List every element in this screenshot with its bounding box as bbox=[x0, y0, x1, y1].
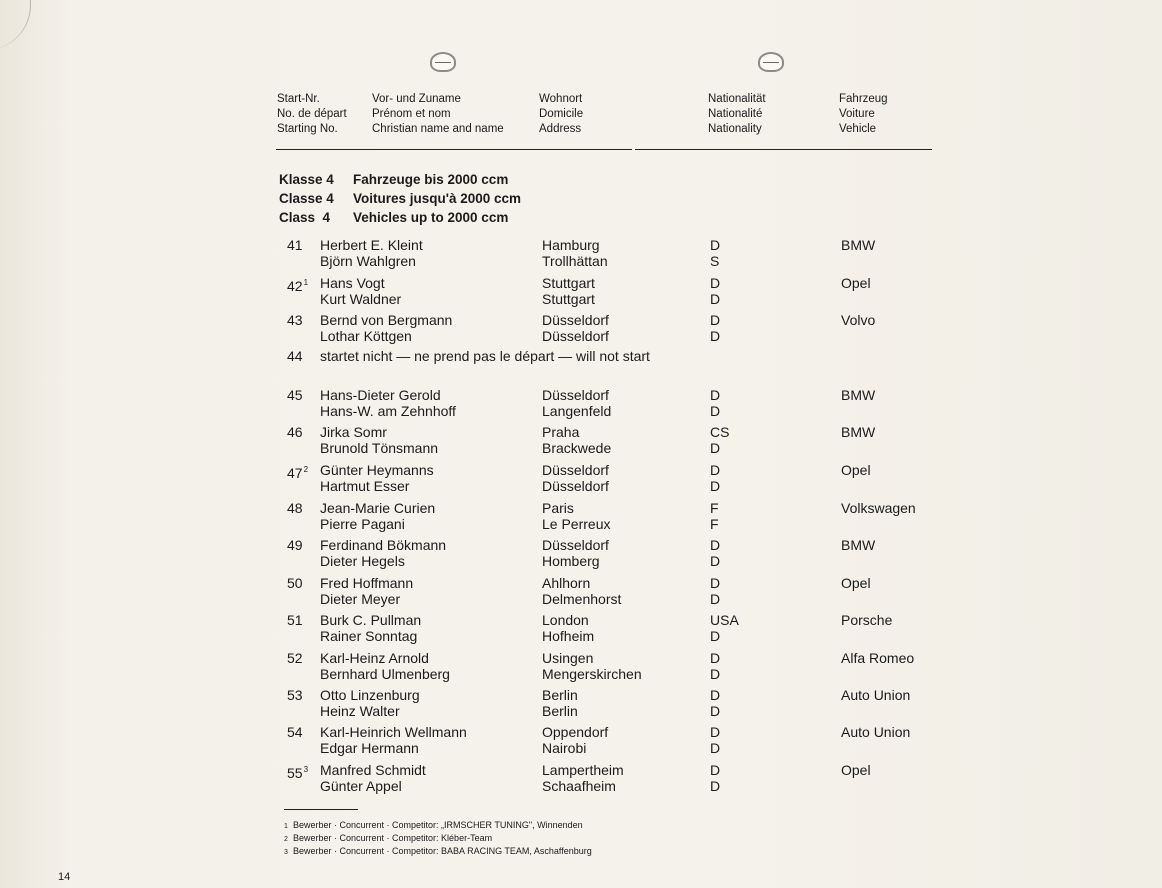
co-driver-nationality: D bbox=[710, 291, 721, 307]
entry-number-text: 55 bbox=[287, 765, 303, 781]
co-driver-name: Brunold Tönsmann bbox=[320, 440, 439, 456]
header-line: Voiture bbox=[839, 108, 875, 120]
co-driver-name: Lothar Köttgen bbox=[320, 328, 412, 344]
footnote-mark: 1 bbox=[284, 823, 288, 830]
driver-name: Bernd von Bergmann bbox=[320, 312, 453, 328]
co-driver-name: Heinz Walter bbox=[320, 703, 400, 719]
header-line: Vehicle bbox=[839, 123, 877, 135]
entry-number-text: 42 bbox=[287, 278, 303, 294]
header-line: Address bbox=[539, 123, 582, 135]
class-heading-german bbox=[279, 171, 508, 189]
driver-name: Manfred Schmidt bbox=[320, 762, 426, 778]
header-address bbox=[539, 92, 583, 137]
entry-number bbox=[287, 312, 303, 328]
vehicle-make: Opel bbox=[841, 275, 871, 291]
co-driver-nationality: D bbox=[710, 478, 721, 494]
driver-city: Hamburg bbox=[542, 237, 600, 253]
entry-number bbox=[287, 424, 303, 440]
co-driver-name: Hartmut Esser bbox=[320, 478, 410, 494]
entry-number bbox=[287, 687, 303, 703]
driver-city: Düsseldorf bbox=[542, 387, 609, 403]
entry-number-text: 45 bbox=[287, 387, 303, 403]
entry-number-text: 52 bbox=[287, 650, 303, 666]
co-driver-name: Dieter Hegels bbox=[320, 553, 405, 569]
driver-city: Paris bbox=[542, 500, 574, 516]
co-driver-nationality: D bbox=[710, 328, 721, 344]
vehicle-make: Volkswagen bbox=[841, 500, 916, 516]
header-line: Starting No. bbox=[277, 123, 338, 135]
co-driver-nationality: D bbox=[710, 740, 721, 756]
driver-name: Burk C. Pullman bbox=[320, 612, 422, 628]
driver-name: Ferdinand Bökmann bbox=[320, 537, 447, 553]
entry-number-text: 54 bbox=[287, 724, 303, 740]
footnote-text: Bewerber · Concurrent · Competitor: Kléber-Team bbox=[293, 833, 493, 843]
driver-name: Jean-Marie Curien bbox=[320, 500, 436, 516]
entry-number-text: 53 bbox=[287, 687, 303, 703]
page-corner-curve bbox=[0, 0, 31, 50]
entry-number bbox=[287, 275, 308, 294]
co-driver-city: Mengerskirchen bbox=[542, 666, 642, 682]
vehicle-make: Volvo bbox=[841, 312, 876, 328]
vehicle-make: Alfa Romeo bbox=[841, 650, 915, 666]
driver-nationality: D bbox=[710, 275, 721, 291]
driver-name: Jirka Somr bbox=[320, 424, 387, 440]
punch-hole bbox=[430, 52, 456, 72]
driver-name: Herbert E. Kleint bbox=[320, 237, 423, 253]
co-driver-name: Bernhard Ulmenberg bbox=[320, 666, 450, 682]
class-keyword: Classe 4 bbox=[279, 191, 334, 206]
footnote-reference: 1 bbox=[303, 278, 309, 287]
header-rule bbox=[635, 149, 932, 150]
class-heading-french bbox=[279, 190, 521, 208]
header-line: Christian name and name bbox=[372, 123, 504, 135]
driver-city: Düsseldorf bbox=[542, 537, 609, 553]
vehicle-make: Opel bbox=[841, 762, 871, 778]
co-driver-city: Nairobi bbox=[542, 740, 587, 756]
driver-nationality: F bbox=[710, 500, 719, 516]
co-driver-nationality: F bbox=[710, 516, 719, 532]
driver-city: Oppendorf bbox=[542, 724, 609, 740]
co-driver-name: Dieter Meyer bbox=[320, 591, 401, 607]
header-line: Nationalität bbox=[708, 93, 766, 105]
driver-city: London bbox=[542, 612, 589, 628]
header-rule bbox=[276, 149, 632, 150]
footnote bbox=[284, 820, 583, 832]
driver-name: Günter Heymanns bbox=[320, 462, 434, 478]
co-driver-nationality: D bbox=[710, 403, 721, 419]
co-driver-city: Le Perreux bbox=[542, 516, 611, 532]
entry-number bbox=[287, 537, 303, 553]
co-driver-name: Pierre Pagani bbox=[320, 516, 405, 532]
footnote-reference: 3 bbox=[303, 765, 309, 774]
driver-nationality: D bbox=[710, 312, 721, 328]
co-driver-city: Schaafheim bbox=[542, 778, 616, 794]
footnote bbox=[284, 833, 492, 845]
driver-nationality: D bbox=[710, 724, 721, 740]
header-name bbox=[372, 92, 504, 137]
driver-name: Fred Hoffmann bbox=[320, 575, 414, 591]
co-driver-name: Kurt Waldner bbox=[320, 291, 402, 307]
driver-nationality: D bbox=[710, 237, 721, 253]
driver-nationality: D bbox=[710, 650, 721, 666]
header-start-number bbox=[277, 92, 347, 137]
entry-number-text: 43 bbox=[287, 312, 303, 328]
driver-city: Düsseldorf bbox=[542, 312, 609, 328]
co-driver-city: Delmenhorst bbox=[542, 591, 622, 607]
driver-city: Berlin bbox=[542, 687, 578, 703]
co-driver-nationality: S bbox=[710, 253, 720, 269]
vehicle-make: Auto Union bbox=[841, 724, 911, 740]
did-not-start-note: startet nicht — ne prend pas le départ — will not start bbox=[320, 348, 650, 364]
footnote-text: Bewerber · Concurrent · Competitor: BABA RACING TEAM, Aschaffenburg bbox=[293, 846, 592, 856]
header-line: Domicile bbox=[539, 108, 584, 120]
co-driver-city: Homberg bbox=[542, 553, 600, 569]
header-vehicle bbox=[839, 92, 888, 137]
footnote-reference: 2 bbox=[303, 465, 309, 474]
class-text: Fahrzeuge bis 2000 ccm bbox=[353, 172, 509, 187]
co-driver-nationality: D bbox=[710, 440, 721, 456]
entry-number bbox=[287, 724, 303, 740]
driver-city: Düsseldorf bbox=[542, 462, 609, 478]
header-line: Start-Nr. bbox=[277, 93, 320, 105]
driver-city: Ahlhorn bbox=[542, 575, 591, 591]
driver-nationality: D bbox=[710, 687, 721, 703]
co-driver-nationality: D bbox=[710, 703, 721, 719]
footnote-mark: 3 bbox=[284, 849, 288, 856]
header-line: Fahrzeug bbox=[839, 93, 888, 105]
vehicle-make: BMW bbox=[841, 537, 876, 553]
vehicle-make: Porsche bbox=[841, 612, 893, 628]
co-driver-nationality: D bbox=[710, 553, 721, 569]
entry-number bbox=[287, 575, 303, 591]
page-number: 14 bbox=[58, 871, 71, 883]
co-driver-name: Edgar Hermann bbox=[320, 740, 419, 756]
driver-nationality: D bbox=[710, 462, 721, 478]
co-driver-city: Trollhättan bbox=[542, 253, 608, 269]
co-driver-nationality: D bbox=[710, 778, 721, 794]
entry-number bbox=[287, 762, 308, 781]
entry-number-text: 48 bbox=[287, 500, 303, 516]
footnote-text: Bewerber · Concurrent · Competitor: „IRMSCHER TUNING", Winnenden bbox=[293, 820, 583, 830]
header-line: Wohnort bbox=[539, 93, 583, 105]
entry-number bbox=[287, 237, 303, 253]
co-driver-nationality: D bbox=[710, 628, 721, 644]
header-line: No. de départ bbox=[277, 108, 347, 120]
driver-name: Hans-Dieter Gerold bbox=[320, 387, 441, 403]
entry-number: 44 bbox=[287, 348, 303, 364]
co-driver-name: Björn Wahlgren bbox=[320, 253, 416, 269]
driver-nationality: D bbox=[710, 575, 721, 591]
driver-name: Hans Vogt bbox=[320, 275, 385, 291]
entry-number bbox=[287, 612, 303, 628]
footnote-mark: 2 bbox=[284, 836, 288, 843]
co-driver-city: Stuttgart bbox=[542, 291, 595, 307]
class-text: Voitures jusqu'à 2000 ccm bbox=[353, 191, 522, 206]
entry-number-text: 47 bbox=[287, 465, 303, 481]
co-driver-city: Brackwede bbox=[542, 440, 612, 456]
footnote bbox=[284, 846, 592, 858]
co-driver-nationality: D bbox=[710, 591, 721, 607]
entry-number-text: 49 bbox=[287, 537, 303, 553]
co-driver-name: Rainer Sonntag bbox=[320, 628, 418, 644]
driver-city: Praha bbox=[542, 424, 580, 440]
vehicle-make: Auto Union bbox=[841, 687, 911, 703]
co-driver-name: Hans-W. am Zehnhoff bbox=[320, 403, 456, 419]
driver-nationality: D bbox=[710, 762, 721, 778]
header-nationality bbox=[708, 92, 766, 137]
entry-number bbox=[287, 462, 308, 481]
entry-number-text: 46 bbox=[287, 424, 303, 440]
co-driver-city: Langenfeld bbox=[542, 403, 612, 419]
header-line: Nationalité bbox=[708, 108, 763, 120]
co-driver-nationality: D bbox=[710, 666, 721, 682]
driver-name: Karl-Heinrich Wellmann bbox=[320, 724, 467, 740]
driver-name: Otto Linzenburg bbox=[320, 687, 420, 703]
driver-city: Lampertheim bbox=[542, 762, 624, 778]
header-line: Prénom et nom bbox=[372, 108, 451, 120]
driver-nationality: D bbox=[710, 387, 721, 403]
driver-name: Karl-Heinz Arnold bbox=[320, 650, 429, 666]
co-driver-city: Berlin bbox=[542, 703, 578, 719]
driver-city: Stuttgart bbox=[542, 275, 595, 291]
co-driver-city: Düsseldorf bbox=[542, 328, 609, 344]
co-driver-city: Düsseldorf bbox=[542, 478, 609, 494]
entry-number bbox=[287, 387, 303, 403]
entry-number-text: 41 bbox=[287, 237, 303, 253]
driver-nationality: CS bbox=[710, 424, 730, 440]
class-keyword: Klasse 4 bbox=[279, 172, 334, 187]
co-driver-city: Hofheim bbox=[542, 628, 595, 644]
class-keyword: Class 4 bbox=[279, 210, 331, 225]
footnote-rule bbox=[284, 809, 358, 810]
entry-number bbox=[287, 650, 303, 666]
co-driver-name: Günter Appel bbox=[320, 778, 402, 794]
class-text: Vehicles up to 2000 ccm bbox=[353, 210, 509, 225]
driver-nationality: USA bbox=[710, 612, 739, 628]
class-heading-english bbox=[279, 209, 508, 227]
driver-nationality: D bbox=[710, 537, 721, 553]
vehicle-make: BMW bbox=[841, 424, 876, 440]
vehicle-make: BMW bbox=[841, 387, 876, 403]
punch-hole bbox=[758, 52, 784, 72]
vehicle-make: Opel bbox=[841, 462, 871, 478]
entry-number-text: 50 bbox=[287, 575, 303, 591]
vehicle-make: Opel bbox=[841, 575, 871, 591]
entry-number-text: 51 bbox=[287, 612, 303, 628]
header-line: Vor- und Zuname bbox=[372, 93, 461, 105]
vehicle-make: BMW bbox=[841, 237, 876, 253]
entry-number bbox=[287, 500, 303, 516]
header-line: Nationality bbox=[708, 123, 762, 135]
driver-city: Usingen bbox=[542, 650, 594, 666]
